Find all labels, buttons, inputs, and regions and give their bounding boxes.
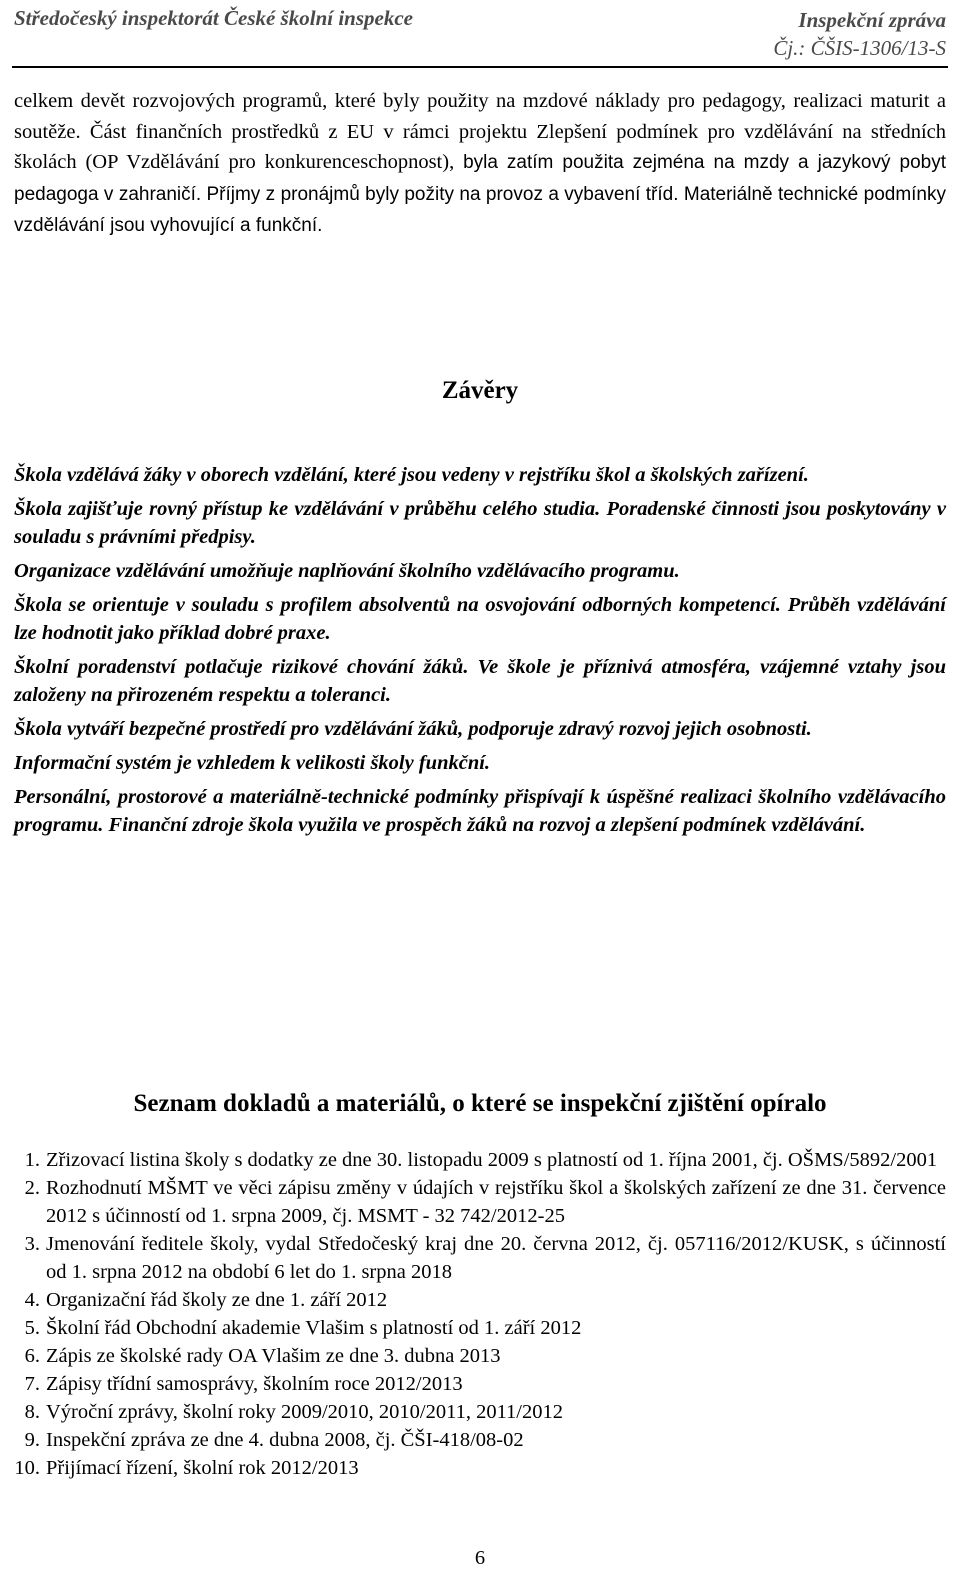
header-reference: Čj.: ČŠIS-1306/13-S xyxy=(773,36,946,60)
list-item-number: 3. xyxy=(24,1233,40,1255)
list-item xyxy=(14,1426,946,1454)
documents-list xyxy=(14,1146,946,1482)
list-item xyxy=(14,1286,946,1314)
list-item-text: Zápis ze školské rady OA Vlašim ze dne 3. dubna 2013 xyxy=(46,1345,501,1367)
list-item xyxy=(14,1370,946,1398)
list-item xyxy=(14,1398,946,1426)
conclusion-item: Informační systém je vzhledem k velikosti školy funkční. xyxy=(14,752,491,774)
header-report-title: Inspekční zpráva xyxy=(798,8,946,32)
header-right xyxy=(773,6,946,62)
list-item-number: 7. xyxy=(24,1373,40,1395)
list-item-number: 4. xyxy=(24,1289,40,1311)
list-item-text: Rozhodnutí MŠMT ve věci zápisu změny v údajích v rejstříku škol a školských zařízení ze dne 31. července 2012 s účinností od 1. srpna 2009, čj. MSMT - 32 742/2012-25 xyxy=(46,1177,946,1227)
list-item-text: Školní řád Obchodní akademie Vlašim s platností od 1. září 2012 xyxy=(46,1317,582,1339)
list-item-text: Zřizovací listina školy s dodatky ze dne 30. listopadu 2009 s platností od 1. října 2001, čj. OŠMS/5892/2001 xyxy=(46,1149,938,1171)
list-item-number: 6. xyxy=(24,1345,40,1367)
list-item-number: 8. xyxy=(24,1401,40,1423)
intro-part-1: celkem devět rozvojových programů, které byly použity na mzdové náklady pro pedagogy, realizaci maturit a soutěže. Část finančních prostředků z EU v rámci projektu Zlepšení podmínek pro vzdělávání na středních školách (OP Vzdělávání pro konkurenceschopnost), xyxy=(14,90,946,173)
conclusion-item: Škola se orientuje v souladu s profilem absolventů na osvojování odborných kompetencí. Průběh vzdělávání lze hodnotit jako příklad dobré praxe. xyxy=(14,594,946,644)
header-institution: Středočeský inspektorát České školní inspekce xyxy=(14,6,413,30)
header-divider xyxy=(12,66,948,68)
conclusion-item: Škola vzdělává žáky v oborech vzdělání, které jsou vedeny v rejstříku škol a školských zařízení. xyxy=(14,464,809,486)
list-item xyxy=(14,1230,946,1286)
list-item xyxy=(14,1146,946,1174)
intro-part-3: Příjmy z pronájmů byly požity na provoz a vybavení tříd. Materiálně technické podmínky vzdělávání jsou vyhovující a funkční. xyxy=(14,183,947,236)
list-item-text: Jmenování ředitele školy, vydal Středočeský kraj dne 20. června 2012, čj. 057116/2012/KUSK, s účinností od 1. srpna 2012 na období 6 let do 1. srpna 2018 xyxy=(46,1233,946,1283)
list-item-number: 10. xyxy=(14,1457,40,1479)
intro-paragraph xyxy=(14,86,946,242)
page-header xyxy=(0,0,960,64)
intro-part-2: byla zatím použita zejména na mzdy a jazykový pobyt pedagoga v zahraničí. xyxy=(14,152,946,205)
conclusion-item: Školní poradenství potlačuje rizikové chování žáků. Ve škole je příznivá atmosféra, vzájemné vztahy jsou založeny na přirozeném respektu a toleranci. xyxy=(14,656,946,706)
conclusions-title: Závěry xyxy=(441,377,519,404)
list-item-number: 5. xyxy=(24,1317,40,1339)
conclusion-item: Personální, prostorové a materiálně-technické podmínky přispívají k úspěšné realizaci školního vzdělávacího programu. Finanční zdroje škola využila ve prospěch žáků na rozvoj a zlepšení podmínek vzdělávání. xyxy=(14,786,946,836)
conclusion-item: Organizace vzdělávání umožňuje naplňování školního vzdělávacího programu. xyxy=(14,560,680,582)
list-item-text: Organizační řád školy ze dne 1. září 2012 xyxy=(46,1289,388,1311)
list-item-number: 1. xyxy=(24,1149,40,1171)
documents-title: Seznam dokladů a materiálů, o které se inspekční zjištění opíralo xyxy=(133,1090,827,1117)
list-item xyxy=(14,1454,946,1482)
list-item-text: Zápisy třídní samosprávy, školním roce 2012/2013 xyxy=(46,1373,463,1395)
conclusion-item: Škola vytváří bezpečné prostředí pro vzdělávání žáků, podporuje zdravý rozvoj jejich osobnosti. xyxy=(14,718,812,740)
list-item xyxy=(14,1174,946,1230)
list-item-number: 2. xyxy=(24,1177,40,1199)
list-item xyxy=(14,1342,946,1370)
list-item xyxy=(14,1314,946,1342)
conclusion-item: Škola zajišťuje rovný přístup ke vzdělávání v průběhu celého studia. Poradenské činnosti jsou poskytovány v souladu s právními předpisy. xyxy=(14,498,946,548)
page-number: 6 xyxy=(474,1547,486,1569)
conclusions-list xyxy=(14,461,946,845)
list-item-text: Přijímací řízení, školní rok 2012/2013 xyxy=(46,1457,359,1479)
list-item-text: Výroční zprávy, školní roky 2009/2010, 2010/2011, 2011/2012 xyxy=(46,1401,564,1423)
list-item-number: 9. xyxy=(24,1429,40,1451)
list-item-text: Inspekční zpráva ze dne 4. dubna 2008, čj. ČŠI-418/08-02 xyxy=(46,1429,524,1451)
